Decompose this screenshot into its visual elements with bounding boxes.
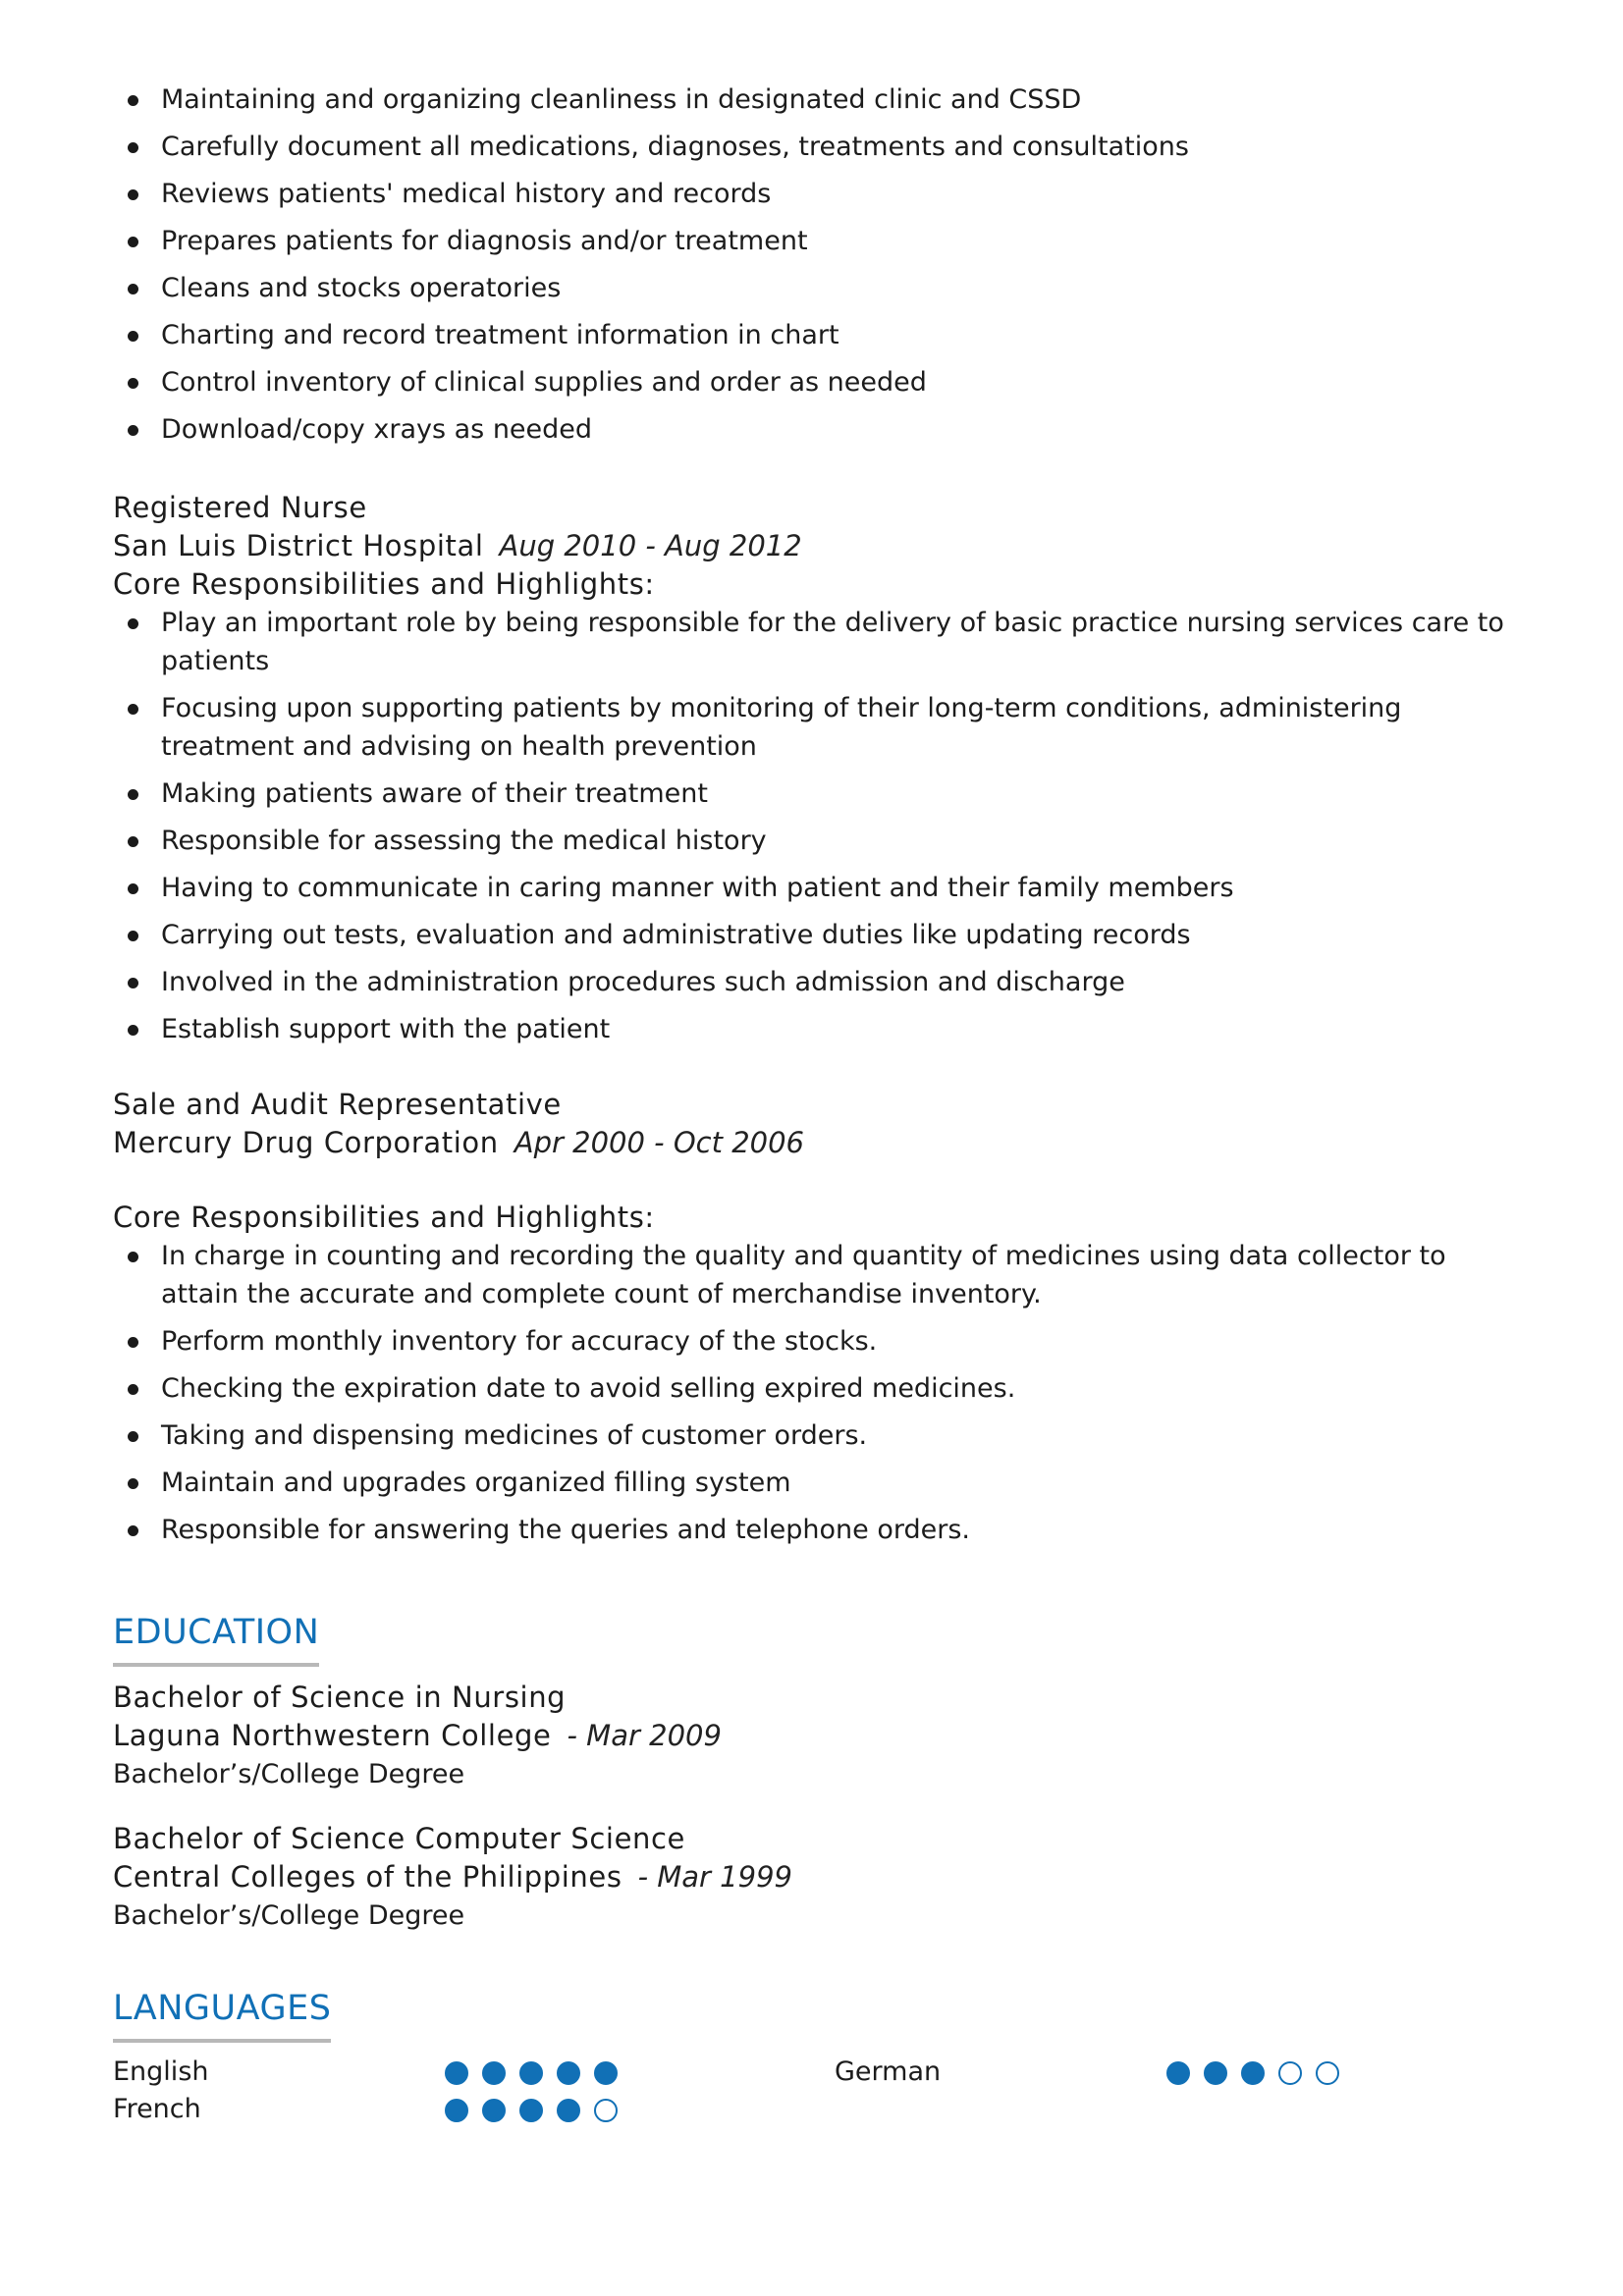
list-item: Making patients aware of their treatment (113, 774, 1532, 813)
education-section (113, 1610, 1532, 1935)
core-responsibilities-heading: Core Responsibilities and Highlights: (113, 567, 655, 601)
degree-name: Bachelor of Science Computer Science (113, 1822, 685, 1855)
job-entry-registered-nurse (113, 489, 1532, 1057)
job-dates: Apr 2000 - Oct 2006 (514, 1126, 805, 1159)
rating-dot-filled (594, 2061, 618, 2085)
list-item: Responsible for answering the queries and telephone orders. (113, 1511, 1532, 1549)
rating-dot-filled (445, 2061, 468, 2085)
language-row-german (835, 2054, 1463, 2091)
list-item: In charge in counting and recording the quality and quantity of medicines using data collector to attain the accurate and complete count of merchandise inventory. (113, 1237, 1532, 1313)
language-rating (445, 2061, 631, 2085)
list-item: Charting and record treatment information in chart (113, 316, 1532, 354)
school-line (113, 1717, 1532, 1755)
rating-dot-empty (594, 2099, 618, 2122)
rating-dot-filled (519, 2061, 543, 2085)
languages-section (113, 1986, 1532, 2043)
list-item: Play an important role by being responsible for the delivery of basic practice nursing services care to patients (113, 604, 1532, 680)
list-item: Taking and dispensing medicines of customer orders. (113, 1416, 1532, 1455)
list-item: Focusing upon supporting patients by monitoring of their long-term conditions, administering treatment and advising on health prevention (113, 689, 1532, 766)
degree-name: Bachelor of Science in Nursing (113, 1681, 567, 1714)
rating-dot-empty (1278, 2061, 1302, 2085)
rating-dot-filled (482, 2061, 506, 2085)
education-heading: EDUCATION (113, 1610, 319, 1667)
job-title: Registered Nurse (113, 491, 367, 524)
graduation-date: - Mar 1999 (637, 1860, 792, 1894)
education-entry (113, 1679, 1532, 1793)
bullet-list (113, 80, 1532, 449)
rating-dot-filled (557, 2099, 580, 2122)
job-entry-sale-audit (113, 1086, 1532, 1558)
company-line (113, 527, 1532, 565)
list-item: Perform monthly inventory for accuracy of the stocks. (113, 1322, 1532, 1361)
list-item: Checking the expiration date to avoid selling expired medicines. (113, 1369, 1532, 1408)
company-name: Mercury Drug Corporation (113, 1126, 499, 1159)
school-line (113, 1858, 1532, 1896)
previous-job-responsibilities (113, 80, 1532, 457)
school-name: Central Colleges of the Philippines (113, 1860, 622, 1894)
language-name: English (113, 2056, 209, 2087)
list-item: Maintain and upgrades organized filling system (113, 1464, 1532, 1502)
list-item: Cleans and stocks operatories (113, 269, 1532, 307)
education-entry (113, 1820, 1532, 1935)
list-item: Responsible for assessing the medical history (113, 822, 1532, 860)
company-line (113, 1124, 1532, 1162)
bullet-list (113, 604, 1532, 1048)
list-item: Maintaining and organizing cleanliness in designated clinic and CSSD (113, 80, 1532, 119)
language-row-english (113, 2054, 741, 2091)
job-title: Sale and Audit Representative (113, 1088, 562, 1121)
language-row-french (113, 2091, 741, 2128)
bullet-list (113, 1237, 1532, 1549)
language-rating (1166, 2061, 1353, 2085)
rating-dot-filled (1241, 2061, 1265, 2085)
language-rating (445, 2099, 631, 2122)
list-item: Involved in the administration procedures such admission and discharge (113, 963, 1532, 1001)
list-item: Reviews patients' medical history and records (113, 175, 1532, 213)
rating-dot-filled (445, 2099, 468, 2122)
job-dates: Aug 2010 - Aug 2012 (499, 529, 802, 562)
languages-heading: LANGUAGES (113, 1986, 331, 2043)
rating-dot-filled (557, 2061, 580, 2085)
rating-dot-filled (1204, 2061, 1227, 2085)
school-name: Laguna Northwestern College (113, 1719, 552, 1752)
list-item: Establish support with the patient (113, 1010, 1532, 1048)
degree-type: Bachelor’s/College Degree (113, 1900, 465, 1931)
list-item: Carefully document all medications, diagnoses, treatments and consultations (113, 128, 1532, 166)
rating-dot-filled (1166, 2061, 1190, 2085)
list-item: Control inventory of clinical supplies and order as needed (113, 363, 1532, 401)
language-name: German (835, 2056, 942, 2087)
degree-type: Bachelor’s/College Degree (113, 1759, 465, 1789)
language-name: French (113, 2094, 201, 2124)
list-item: Having to communicate in caring manner with patient and their family members (113, 869, 1532, 907)
rating-dot-empty (1316, 2061, 1339, 2085)
list-item: Download/copy xrays as needed (113, 410, 1532, 449)
core-responsibilities-heading: Core Responsibilities and Highlights: (113, 1201, 655, 1234)
rating-dot-filled (482, 2099, 506, 2122)
list-item: Carrying out tests, evaluation and administrative duties like updating records (113, 916, 1532, 954)
company-name: San Luis District Hospital (113, 529, 484, 562)
rating-dot-filled (519, 2099, 543, 2122)
list-item: Prepares patients for diagnosis and/or treatment (113, 222, 1532, 260)
graduation-date: - Mar 2009 (567, 1719, 722, 1752)
